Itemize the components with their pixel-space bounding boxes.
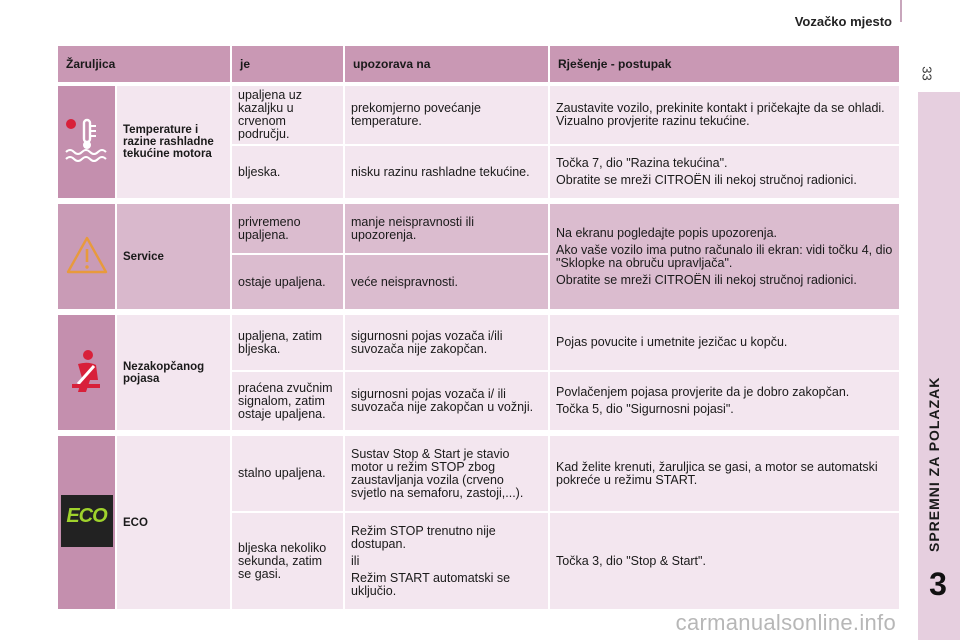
warning-text: ili xyxy=(351,553,360,568)
warning-cell xyxy=(344,512,549,610)
eco-icon-box xyxy=(61,495,113,547)
solution-cell xyxy=(549,86,900,145)
warning-lights-table xyxy=(58,46,901,611)
column-header-warning: upozorava na xyxy=(344,46,549,82)
watermark: carmanualsonline.info xyxy=(675,610,896,635)
seatbelt-icon xyxy=(58,315,116,431)
solution-text: Obratite se mreži CITROËN ili nekoj stručnoj radionici. xyxy=(556,173,857,187)
warning-cell: sigurnosni pojas vozača i/ ili suvozača nije zakopčan u vožnji. xyxy=(344,371,549,431)
solution-cell xyxy=(549,436,900,512)
state-cell: upaljena, zatim bljeska. xyxy=(231,315,344,371)
column-header-state: je xyxy=(231,46,344,82)
state-cell: bljeska nekoliko sekunda, zatim se gasi. xyxy=(231,512,344,610)
eco-icon-text: ECO xyxy=(66,505,107,527)
warning-cell xyxy=(344,436,549,512)
state-cell: ostaje upaljena. xyxy=(231,254,344,310)
table-row xyxy=(58,315,900,371)
column-header-solution: Rješenje - postupak xyxy=(549,46,900,82)
solution-cell xyxy=(549,371,900,431)
light-name: Temperature i razine rashladne tekućine motora xyxy=(116,86,231,199)
solution-text: Na ekranu pogledajte popis upozorenja. xyxy=(556,225,778,240)
light-name: ECO xyxy=(116,436,231,610)
solution-text: Obratite se mreži CITROËN ili nekoj stručnoj radionici. xyxy=(556,272,857,287)
light-name: Service xyxy=(116,204,231,310)
warning-triangle-icon xyxy=(58,204,116,310)
solution-text: Povlačenjem pojasa provjerite da je dobro zakopčan. xyxy=(556,385,850,399)
table-header-row xyxy=(58,46,900,82)
chapter-number: 3 xyxy=(929,566,947,602)
state-cell: upaljena uz kazaljku u crvenom području. xyxy=(231,86,344,145)
warning-cell: prekomjerno povećanje temperature. xyxy=(344,86,549,145)
solution-text: Točka 7, dio "Razina tekućina". xyxy=(556,156,728,170)
state-cell: bljeska. xyxy=(231,145,344,199)
warning-cell: nisku razinu rashladne tekućine. xyxy=(344,145,549,199)
solution-text: Pojas povucite i umetnite jezičac u kopču. xyxy=(556,335,788,349)
state-cell: stalno upaljena. xyxy=(231,436,344,512)
table-row xyxy=(58,204,900,254)
warning-cell: sigurnosni pojas vozača i/ili suvozača nije zakopčan. xyxy=(344,315,549,371)
coolant-temperature-icon xyxy=(58,86,116,199)
solution-cell xyxy=(549,145,900,199)
solution-text: Zaustavite vozilo, prekinite kontakt i pričekajte da se ohladi. Vizualno provjerite razinu tekućine. xyxy=(556,101,885,128)
solution-cell xyxy=(549,512,900,610)
solution-cell xyxy=(549,204,900,310)
table-row xyxy=(58,436,900,512)
light-name: Nezakopčanog pojasa xyxy=(116,315,231,431)
table-row xyxy=(58,86,900,145)
solution-text: Točka 3, dio "Stop & Start". xyxy=(556,553,706,568)
solution-text: Ako vaše vozilo ima putno računalo ili ekran: vidi točku 4, dio "Sklopke na obruču upravljača". xyxy=(556,242,893,270)
side-divider xyxy=(916,92,918,562)
eco-icon xyxy=(58,436,116,610)
state-cell: praćena zvučnim signalom, zatim ostaje upaljena. xyxy=(231,371,344,431)
state-cell: privremeno upaljena. xyxy=(231,204,344,254)
warning-text: Režim START automatski se uključio. xyxy=(351,570,511,598)
header-rule xyxy=(900,0,902,22)
page-number: 33 xyxy=(919,66,935,81)
page-header-title: Vozačko mjesto xyxy=(794,14,892,29)
warning-text: Sustav Stop & Start je stavio motor u režim STOP zbog zaustavljanja vozila (crveno svjetlo na semaforu, zastoji,...). xyxy=(351,446,524,500)
solution-text: Točka 5, dio "Sigurnosni pojasi". xyxy=(556,402,734,416)
warning-cell: veće neispravnosti. xyxy=(344,254,549,310)
section-label: SPREMNI ZA POLAZAK xyxy=(926,376,942,552)
warning-text: Režim STOP trenutno nije dostupan. xyxy=(351,523,496,551)
solution-text: Kad želite krenuti, žaruljica se gasi, a motor se automatski pokreće u režimu START. xyxy=(556,459,878,487)
warning-cell: manje neispravnosti ili upozorenja. xyxy=(344,204,549,254)
solution-cell xyxy=(549,315,900,371)
column-header-light: Žaruljica xyxy=(58,46,231,82)
